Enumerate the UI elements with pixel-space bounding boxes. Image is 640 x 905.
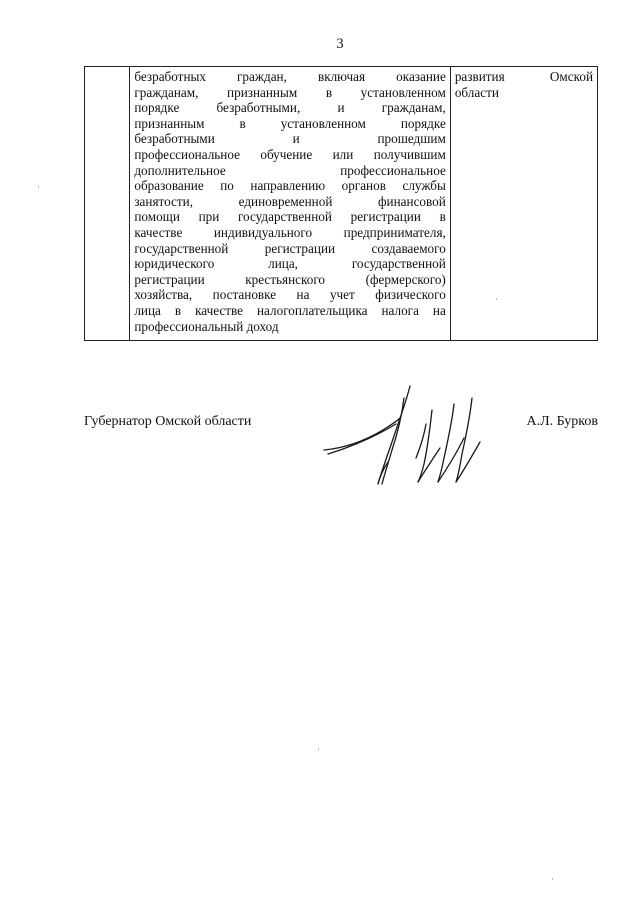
measure-text-line: хозяйства, постановке на учет физического [134, 287, 446, 303]
responsible-text-line: области [454, 84, 499, 100]
scan-speck [318, 748, 319, 750]
measure-text-line: дополнительное профессиональное [134, 162, 446, 178]
table-row [85, 67, 598, 341]
measure-text-line: безработных граждан, включая оказание [134, 69, 446, 84]
measure-text-line: регистрации крестьянского (фермерского) [134, 271, 446, 287]
measure-text-line: юридического лица, государственной [134, 256, 446, 272]
signer-title: Губернатор Омской области [84, 414, 252, 429]
measure-text-line: качестве индивидуального предпринимателя, [134, 224, 446, 240]
measure-text-line: признанным в установленном порядке [134, 115, 446, 131]
scan-speck [38, 186, 39, 188]
scan-speck [552, 878, 553, 880]
responsible-cell [450, 67, 597, 341]
measure-text-line: профессиональное обучение или получившим [134, 146, 446, 162]
handwritten-signature [314, 384, 494, 494]
measure-text-line: профессиональный доход [134, 318, 279, 334]
scan-speck [496, 298, 497, 300]
measure-text-line: занятости, единовременной финансовой [134, 193, 446, 209]
measure-text-line: безработными и прошедшим [134, 131, 446, 147]
measure-text-line: государственной регистрации создаваемого [134, 240, 446, 256]
measure-text-line: помощи при государственной регистрации в [134, 209, 446, 225]
row-number-cell [85, 67, 130, 341]
measure-text-line: лица в качестве налогоплательщика налога на [134, 302, 446, 318]
measure-text-line: образование по направлению органов службы [134, 178, 446, 194]
page-number: 3 [336, 36, 344, 52]
measure-text-line: порядке безработными, и гражданам, [134, 100, 446, 116]
signer-name: А.Л. Бурков [526, 414, 598, 429]
responsible-text-line: развития Омской [454, 69, 593, 84]
measure-text-line: гражданам, признанным в установленном [134, 84, 446, 100]
measures-table [84, 66, 598, 341]
signature-block [84, 412, 598, 502]
measure-description-cell [130, 67, 450, 341]
